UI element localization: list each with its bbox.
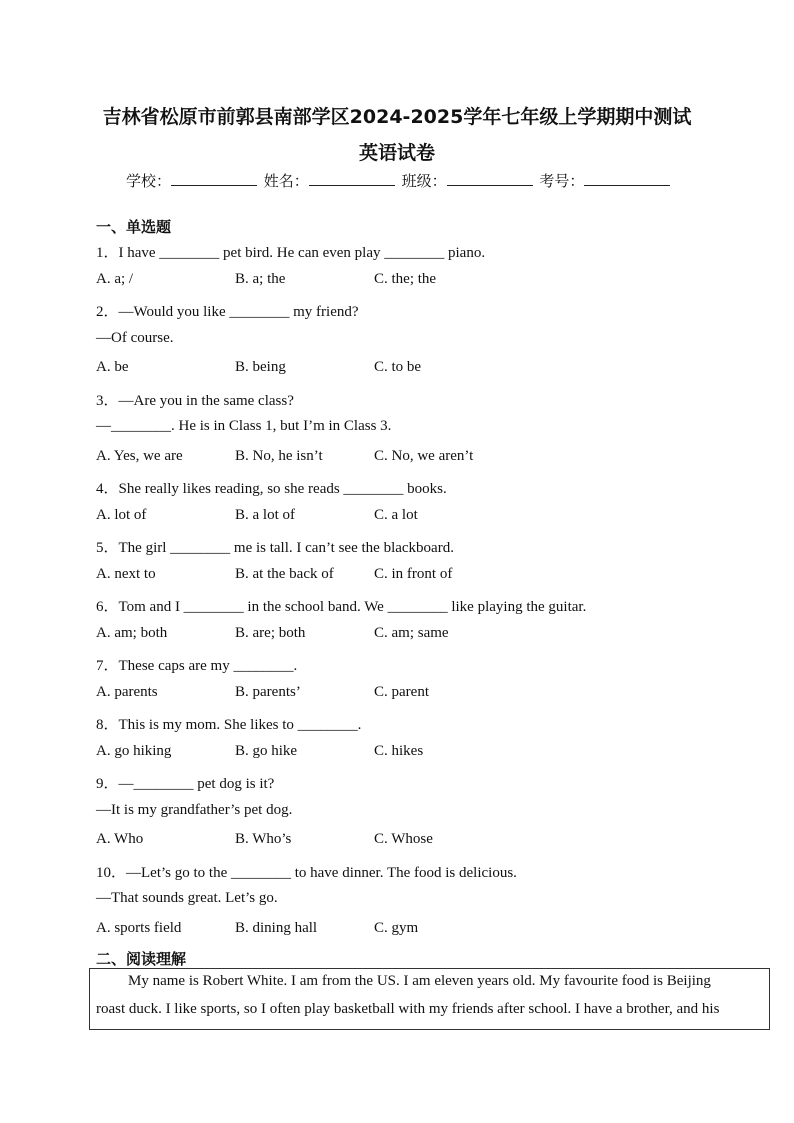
passage-line: roast duck. I like sports, so I often play basketball with my friends after school. I have a brother, and his (96, 1001, 720, 1017)
answer-option: B. parents’ (235, 683, 301, 700)
answer-option: A. lot of (96, 506, 147, 523)
answer-option: B. at the back of (235, 565, 334, 582)
answer-option: B. a lot of (235, 506, 295, 523)
exam-number-blank (584, 171, 670, 186)
answer-option: A. be (96, 359, 129, 375)
question-stem: 4．She really likes reading, so she reads ________ books. (96, 481, 447, 497)
answer-option: C. hikes (374, 742, 424, 759)
class-blank (447, 171, 533, 186)
section-heading-reading: 二、阅读理解 (96, 950, 187, 968)
question-stem: 6．Tom and I ________ in the school band. We ________ like playing the guitar. (96, 599, 587, 615)
question-stem: 5．The girl ________ me is tall. I can’t see the blackboard. (96, 540, 454, 556)
question-dialog-line: —It is my grandfather’s pet dog. (96, 801, 293, 818)
name-blank (309, 171, 395, 186)
answer-option: B. go hike (235, 742, 298, 759)
question-stem: 1．I have ________ pet bird. He can even play ________ piano. (96, 245, 486, 261)
answer-option: A. am; both (96, 624, 168, 641)
answer-option: A. next to (96, 565, 156, 582)
answer-option: B. Who’s (235, 831, 292, 847)
answer-option: C. No, we aren’t (374, 447, 474, 464)
answer-option: A. Who (96, 831, 144, 847)
school-label: 学校： (126, 172, 172, 190)
answer-option: A. sports field (96, 919, 182, 936)
answer-option: C. to be (374, 359, 422, 375)
question-dialog-line: —Of course. (96, 329, 174, 346)
question-stem: 9．—________ pet dog is it? (96, 776, 275, 792)
school-blank (171, 171, 257, 186)
exam-number-label: 考号： (539, 172, 585, 190)
page-subtitle: 英语试卷 (358, 142, 435, 164)
passage-line: My name is Robert White. I am from the US. I am eleven years old. My favourite food is Beijing (128, 973, 711, 989)
question-stem: 3．—Are you in the same class? (96, 392, 294, 409)
answer-option: C. the; the (374, 270, 437, 287)
name-label: 姓名： (263, 172, 309, 190)
question-stem: 10．—Let’s go to the ________ to have dinner. The food is delicious. (96, 864, 517, 881)
question-stem: 7．These caps are my ________. (96, 658, 298, 674)
answer-option: C. gym (374, 919, 419, 936)
answer-option: C. am; same (374, 624, 449, 641)
section-heading-single-choice: 一、单选题 (96, 218, 172, 236)
question-stem: 8．This is my mom. She likes to ________. (96, 717, 362, 733)
answer-option: C. in front of (374, 565, 453, 582)
answer-option: B. a; the (235, 270, 286, 287)
page-title: 吉林省松原市前郭县南部学区2024-2025学年七年级上学期期中测试 (102, 106, 692, 128)
question-dialog-line: —That sounds great. Let’s go. (96, 890, 278, 906)
answer-option: A. Yes, we are (96, 447, 183, 464)
class-label: 班级： (401, 172, 447, 190)
answer-option: A. go hiking (96, 742, 172, 759)
answer-option: A. parents (96, 683, 158, 700)
student-info-row (126, 170, 672, 191)
answer-option: C. Whose (374, 831, 433, 847)
question-stem: 2．—Would you like ________ my friend? (96, 304, 359, 320)
question-dialog-line: —________. He is in Class 1, but I’m in Class 3. (96, 418, 392, 434)
answer-option: C. parent (374, 683, 429, 700)
answer-option: A. a; / (96, 270, 134, 287)
answer-option: B. No, he isn’t (235, 447, 323, 464)
answer-option: B. being (235, 359, 286, 375)
answer-option: B. dining hall (235, 919, 318, 936)
answer-option: C. a lot (374, 506, 418, 523)
answer-option: B. are; both (235, 624, 306, 641)
